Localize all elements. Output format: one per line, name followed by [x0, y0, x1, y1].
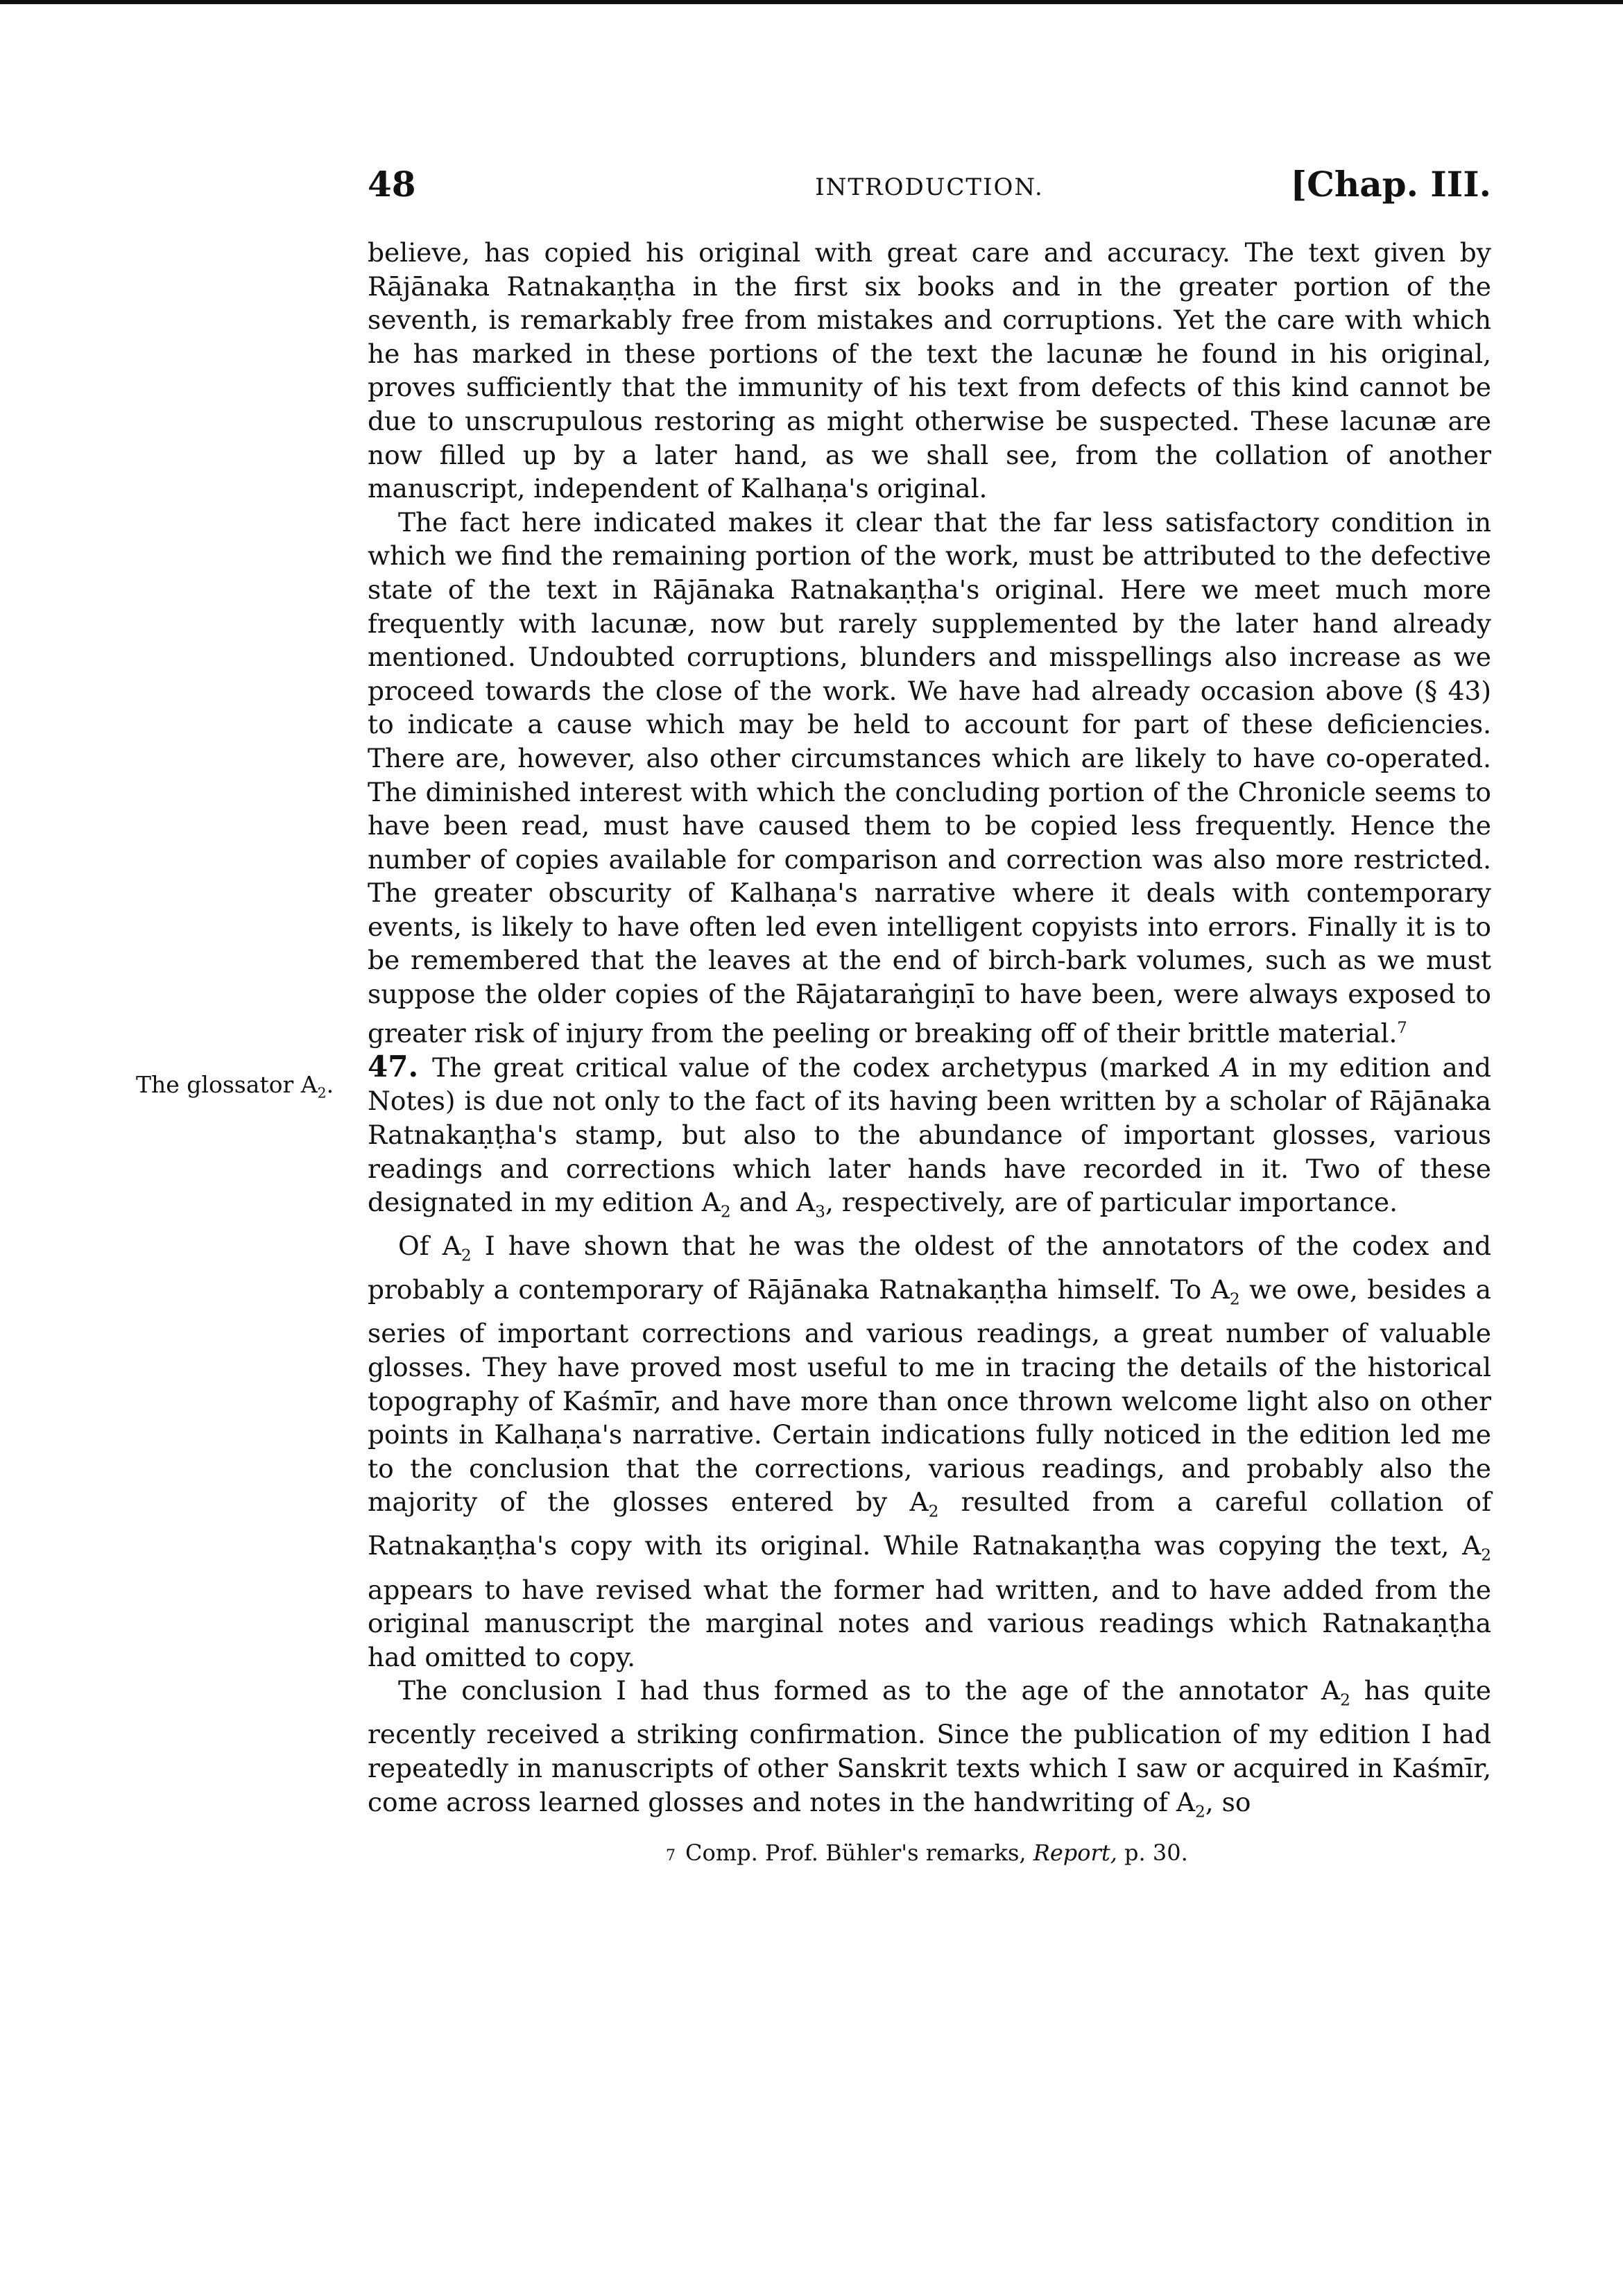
footnote-text-a: Comp. Prof. Bühler's remarks, — [685, 1840, 1033, 1866]
footnote-report-title: Report, — [1033, 1840, 1117, 1866]
paragraph-5 — [368, 1674, 1491, 1828]
subscript: 2 — [720, 1202, 731, 1222]
paragraph-4-text-c: we owe, besides a series of important corrections and various readings, a great number of valuable glosses. They have proved most useful to me in tracing the details of the historical topography of Kaśmīr, and have more than once thrown welcome light also on other points in Kalhaṇa's narrative. Certain indications fully noticed in the edition led me to the conclusion that the corrections, various readings, and probably also the majority of the glosses entered by A — [368, 1274, 1491, 1518]
marginal-note — [136, 1071, 334, 1102]
paragraph-5-text-a: The conclusion I had thus formed as to the age of the annotator A — [398, 1675, 1341, 1706]
subscript: 2 — [928, 1502, 939, 1521]
subscript: 2 — [1481, 1545, 1491, 1565]
paragraph-2 — [368, 506, 1491, 1050]
manuscript-siglum: A — [1221, 1052, 1240, 1083]
main-text — [368, 236, 1491, 1829]
top-border — [0, 0, 1623, 4]
paragraph-4-text-b: I have shown that he was the oldest of the annotators of the codex and probably a contemporary of Rājānaka Ratnakaṇṭha himself. To A — [368, 1231, 1491, 1305]
marginal-note-text: The glossator A — [136, 1071, 318, 1098]
paragraph-1: believe, has copied his original with great care and accuracy. The text given by Rājānaka Ratnakaṇṭha in the first six books and in the greater portion of the seventh, is remarkably free from mistakes and corruptions. Yet the care with which he has marked in these portions of the text the lacunæ he found in his original, proves sufficiently that the immunity of his text from defects of this kind cannot be due to unscrupulous restoring as might otherwise be suspected. These lacunæ are now filled up by a later hand, as we shall see, from the collation of another manuscript, independent of Kalhaṇa's original. — [368, 237, 1491, 504]
subscript: 2 — [1229, 1290, 1240, 1309]
paragraph-4-text-e: appears to have revised what the former had written, and to have added from the original manuscript the marginal notes and various readings which Ratnakaṇṭha had omitted to copy. — [368, 1574, 1491, 1672]
paragraph-47 — [368, 1050, 1491, 1229]
paragraph-47-text-c: and A — [730, 1187, 816, 1218]
subscript: 2 — [461, 1246, 472, 1265]
paragraph-5-text-c: , so — [1205, 1786, 1251, 1817]
paragraph-47-text-a: The great critical value of the codex archetypus (marked — [432, 1052, 1221, 1083]
footnote-reference: 7 — [1397, 1018, 1407, 1037]
section-number: 47. — [368, 1049, 419, 1083]
subscript: 3 — [815, 1202, 825, 1222]
paragraph-2-text: The fact here indicated makes it clear that the far less satisfactory condition in which we find the remaining portion of the work, must be attributed to the defective state of the text in Rājānaka Ratnakaṇṭha's original. Here we meet much more frequently with lacunæ, now but rarely supplemented by the later hand already mentioned. Undoubted corruptions, blunders and misspellings also increase as we proceed towards the close of the work. We have had already occasion above (§ 43) to indicate a cause which may be held to account for part of these deficiencies. There are, however, also other circumstances which are likely to have co-operated. The diminished interest with which the concluding portion of the Chronicle seems to have been read, must have caused them to be copied less frequently. Hence the number of copies available for comparison and correction was also more restricted. The greater obscurity of Kalhaṇa's narrative where it deals with contemporary events, is likely to have often led even intelligent copyists into errors. Finally it is to be remembered that the leaves at the end of birch-bark volumes, such as we must suppose the older copies of the Rājataraṅgiṇī to have been, were always exposed to greater risk of injury from the peeling or breaking off of their brittle material. — [368, 506, 1491, 1049]
paragraph-4-text-a: Of A — [398, 1231, 461, 1262]
paragraph-4-text-d: resulted from a careful collation of Ratnakaṇṭha's copy with its original. While Ratnakaṇṭha was copying the text, A — [368, 1487, 1491, 1561]
page-header — [368, 164, 1491, 212]
marginal-note-tail: . — [326, 1071, 334, 1098]
footnote-number: 7 — [666, 1847, 676, 1865]
paragraph-5-text-b: has quite recently received a striking confirmation. Since the publication of my edition I had repeatedly in manuscripts of other Sanskrit texts which I saw or acquired in Kaśmīr, come across learned glosses and notes in the handwriting of A — [368, 1675, 1491, 1817]
running-title: INTRODUCTION. — [815, 173, 1044, 201]
chapter-label: [Chap. III. — [1290, 164, 1491, 205]
paragraph-4 — [368, 1229, 1491, 1674]
paragraph-47-text-b: in my edition and Notes) is due not only to the fact of its having been written by a scholar of Rājānaka Ratnakaṇṭha's stamp, but also to the abundance of important glosses, various readings and corrections which later hands have recorded in it. Two of these designated in my edition A — [368, 1052, 1491, 1218]
subscript: 2 — [1194, 1802, 1205, 1822]
footnote-text-b: p. 30. — [1117, 1840, 1188, 1866]
footnote — [666, 1840, 1188, 1866]
paragraph-47-text-d: , respectively, are of particular importance. — [825, 1187, 1398, 1218]
page-number: 48 — [368, 164, 416, 205]
marginal-note-subscript: 2 — [317, 1084, 327, 1102]
subscript: 2 — [1340, 1690, 1350, 1710]
